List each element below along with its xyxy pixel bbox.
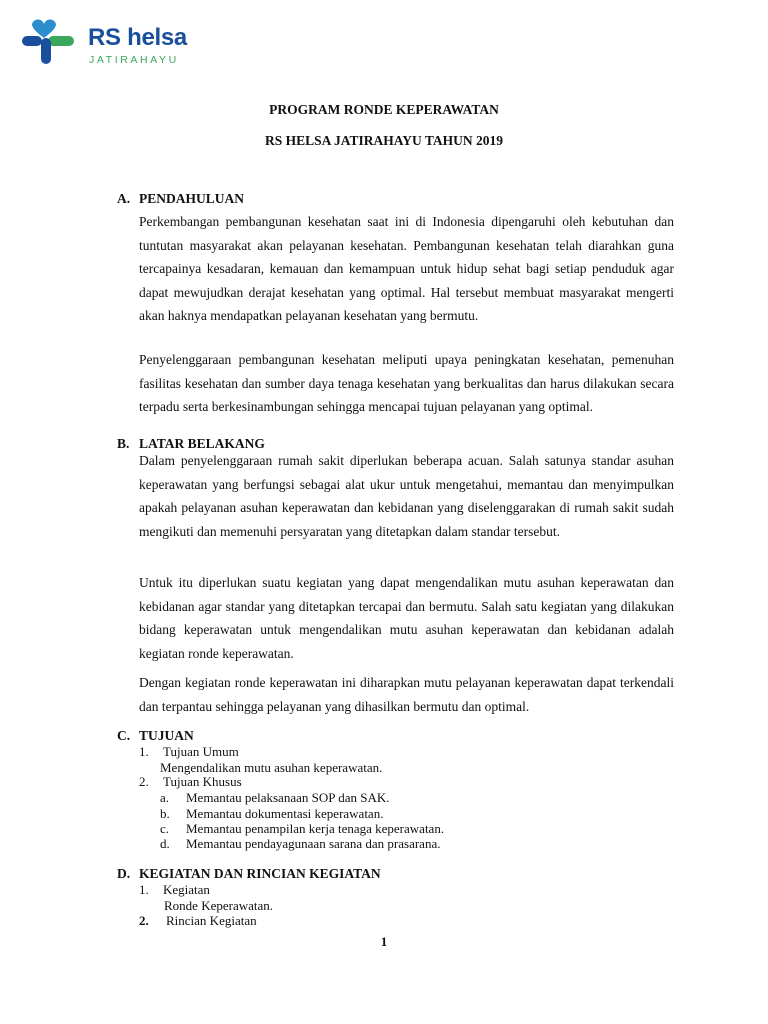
page-number: 1 (380, 934, 388, 949)
list-label: Rincian Kegiatan (166, 913, 257, 928)
document-subtitle: RS HELSA JATIRAHAYU TAHUN 2019 (264, 133, 504, 148)
sub-list-letter: c. (160, 821, 170, 836)
sub-list-item (160, 836, 440, 852)
list-item (139, 882, 210, 898)
list-item (139, 744, 239, 760)
list-label: Kegiatan (163, 882, 210, 897)
hospital-logo (18, 14, 218, 70)
section-b-title: LATAR BELAKANG (139, 436, 265, 451)
list-number: 2. (139, 774, 149, 789)
section-c-title: TUJUAN (139, 728, 194, 743)
section-d-heading (117, 866, 381, 882)
sub-list-item (160, 806, 383, 822)
logo-subtitle: JATIRAHAYU (89, 54, 179, 66)
sub-list-item (160, 821, 444, 837)
cross-logo-icon (18, 14, 78, 70)
sub-list-letter: a. (160, 790, 170, 805)
document-title: PROGRAM RONDE KEPERAWATAN (269, 102, 499, 117)
list-item (139, 913, 257, 929)
section-b-paragraph-3: Dengan kegiatan ronde keperawatan ini diharapkan mutu pelayanan keperawatan dapat terkendali dan terpantau sehingga pelayanan yang dihasilkan bermutu dan optimal. (139, 675, 674, 714)
sub-list-letter: d. (160, 836, 170, 851)
list-number: 1. (139, 744, 149, 759)
list-item-text: Ronde Keperawatan. (164, 898, 274, 913)
sub-list-text: Memantau pendayagunaan sarana dan prasarana. (186, 836, 441, 851)
section-a-paragraph-2: Penyelenggaraan pembangunan kesehatan meliputi upaya peningkatan kesehatan, pemenuhan fasilitas kesehatan dan sumber daya tenaga kesehatan yang berkualitas dan harus dilakukan secara terpadu serta berkesinambungan sehingga mencapai tujuan pelayanan yang optimal. (139, 352, 674, 414)
section-d-letter: D. (117, 866, 131, 881)
sub-list-item (160, 790, 390, 806)
section-b-paragraph-1: Dalam penyelenggaraan rumah sakit diperlukan beberapa acuan. Salah satunya standar asuhan keperawatan yang berfungsi sebagai alat ukur untuk mengetahui, memantau dan menyimpulkan apakah pelayanan asuhan keperawatan dan kebidanan yang diselenggarakan di rumah sakit sudah mengikuti dan memenuhi persyaratan yang ditetapkan dalam standar tersebut. (139, 453, 674, 539)
section-a-heading (117, 191, 244, 207)
list-label: Tujuan Umum (163, 744, 239, 759)
section-d-title: KEGIATAN DAN RINCIAN KEGIATAN (139, 866, 381, 881)
sub-list-text: Memantau penampilan kerja tenaga keperawatan. (186, 821, 445, 836)
section-b-letter: B. (117, 436, 130, 451)
list-label: Tujuan Khusus (163, 774, 242, 789)
logo-name: RS helsa (88, 24, 187, 51)
section-a-title: PENDAHULUAN (139, 191, 245, 206)
section-c-heading (117, 728, 194, 744)
sub-list-letter: b. (160, 806, 170, 821)
list-item (139, 774, 242, 790)
section-c-letter: C. (117, 728, 131, 743)
list-number: 2. (139, 913, 149, 928)
section-a-paragraph-1: Perkembangan pembangunan kesehatan saat ini di Indonesia dipengaruhi oleh kebutuhan dan tuntutan masyarakat akan pelayanan kesehatan. Pembangunan kesehatan telah diarahkan guna tercapainya kesadaran, kemauan dan kemampuan untuk hidup sehat bagi setiap penduduk agar dapat mewujudkan derajat kesehatan yang optimal. Hal tersebut membuat masyarakat mengerti akan haknya mendapatkan pelayanan kesehatan yang bermutu. (139, 214, 674, 323)
section-a-letter: A. (117, 191, 131, 206)
sub-list-text: Memantau dokumentasi keperawatan. (186, 806, 384, 821)
section-b-paragraph-2: Untuk itu diperlukan suatu kegiatan yang dapat mengendalikan mutu asuhan keperawatan dan kebidanan agar standar yang ditetapkan tercapai dan bermutu. Salah satu kegiatan yang dilakukan bidang keperawatan untuk mengendalikan mutu asuhan keperawatan dan kebidanan adalah kegiatan ronde keperawatan. (139, 575, 674, 661)
sub-list-text: Memantau pelaksanaan SOP dan SAK. (186, 790, 390, 805)
list-number: 1. (139, 882, 149, 897)
list-item-text: Mengendalikan mutu asuhan keperawatan. (160, 760, 383, 775)
